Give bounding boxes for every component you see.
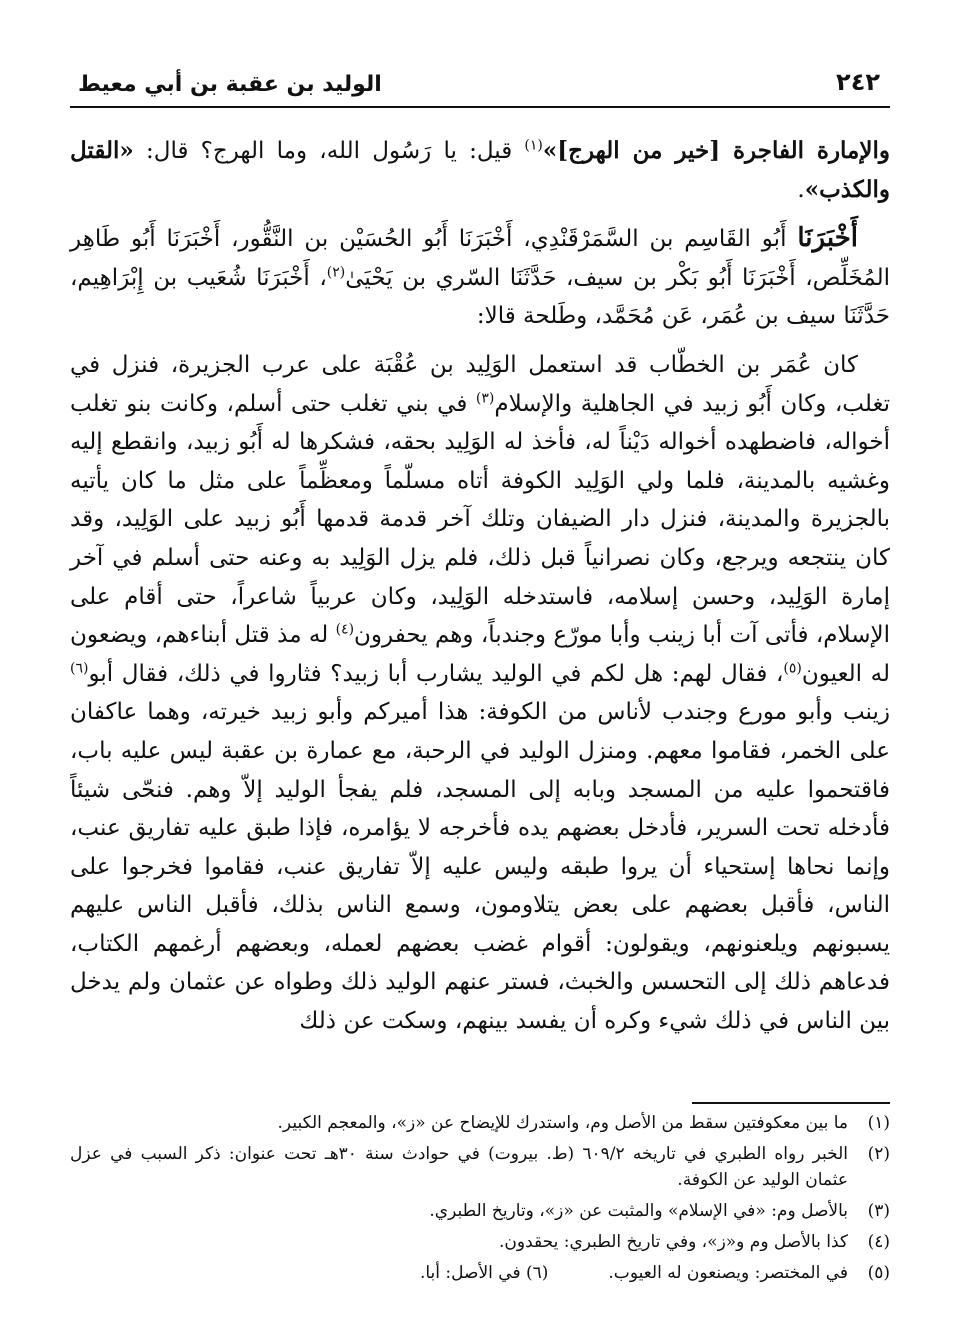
footnote-ref-3[interactable]: (٣) bbox=[475, 389, 495, 406]
paragraph-1 bbox=[70, 132, 890, 209]
footnote-number: (٣) bbox=[867, 1201, 890, 1221]
footnote-item bbox=[70, 1141, 890, 1193]
document-page bbox=[70, 60, 890, 1300]
footnote-item bbox=[70, 1260, 890, 1286]
paragraph-text: له مذ قتل أبناءهم، ويضعون له العيون bbox=[70, 622, 891, 687]
bold-phrase: «القتل والكذب» bbox=[70, 137, 890, 203]
paragraph-narrative bbox=[70, 346, 890, 1041]
footnote-text: بالأصل وم: «في الإسلام» والمثبت عن «ز»، وتاريخ الطبري. bbox=[429, 1201, 848, 1221]
bold-phrase: والإمارة الفاجرة [خير من الهرج]» bbox=[542, 137, 890, 164]
footnote-number: (٦) bbox=[525, 1263, 549, 1283]
footnote-text-pair bbox=[70, 1260, 848, 1286]
footnote-text: الخبر رواه الطبري في تاريخه ٦٠٩/٢ (ط. بيروت) في حوادث سنة ٣٠هـ تحت عنوان: ذكر السبب في عزل عثمان الوليد عن الكوفة. bbox=[70, 1144, 849, 1190]
footnote-text: ما بين معكوفتين سقط من الأصل وم، واستدرك للإيضاح عن «ز»، والمعجم الكبير. bbox=[277, 1113, 848, 1133]
footnote-ref-6[interactable]: (٦) bbox=[70, 660, 89, 677]
page-number: ٢٤٢ bbox=[836, 68, 880, 96]
main-text bbox=[70, 132, 890, 1041]
footnote-ref-5[interactable]: (٥) bbox=[783, 660, 802, 677]
footnote-number: (٢) bbox=[867, 1144, 890, 1164]
footnotes bbox=[70, 1110, 890, 1291]
running-header bbox=[70, 60, 890, 108]
footnote-text: كذا بالأصل وم و«ز»، وفي تاريخ الطبري: يحقدون. bbox=[499, 1232, 848, 1252]
footnote-number: (٥) bbox=[867, 1263, 890, 1283]
paragraph-text: ، فقال لهم: هل لكم في الوليد يشارب أبا زبيد؟ فثاروا في ذلك، فقال أبو bbox=[88, 660, 784, 687]
footnote-item bbox=[70, 1198, 890, 1224]
footnote-item bbox=[70, 1229, 890, 1255]
paragraph-text: . bbox=[797, 176, 805, 203]
paragraph-text: في بني تغلب حتى أسلم، وكانت بنو تغلب أخواله، فاضطهده أخواله دَيْناً له، فأخذ له الوَلِيد بحقه، فشكرها له أَبُو زبيد، وانقطع إليه وغشيه بالمدينة، فلما ولي الوَلِيد الكوفة أتاه مسلّماً ومعظِّماً على مثل ما كان يأتيه بالجزيرة والمدينة، فنزل دار الضيفان وتلك آخر قدمة قدمها أَبُو زبيد على الوَلِيد، وقد كان ينتجعه ويرجع، وكان نصرانياً قبل ذلك، فلم يزل الوَلِيد به وعنه حتى أسلم في آخر إمارة الوَلِيد، وحسن إسلامه، فاستدخله الوَلِيد، وكان عربياً شاعراً، حتى أقام على الإسلام، فأتى آت أبا زينب وأبا مورّع وجندباً، وهم يحفرون bbox=[70, 390, 890, 649]
footnote-text: في الأصل: أبا. bbox=[419, 1263, 521, 1283]
paragraph-isnad bbox=[70, 219, 890, 336]
footnote-item bbox=[70, 1110, 890, 1136]
footnote-ref-2[interactable]: (٢) bbox=[326, 264, 346, 281]
running-title: الوليد بن عقبة بن أبي معيط bbox=[78, 72, 382, 97]
footnote-ref-1[interactable]: (١) bbox=[524, 137, 543, 154]
footnote-ref-4[interactable]: (٤) bbox=[335, 621, 355, 638]
footnote-number: (٤) bbox=[867, 1232, 890, 1252]
footnote-number: (١) bbox=[867, 1113, 890, 1133]
paragraph-text: كان عُمَر بن الخطّاب قد استعمل الوَلِيد بن عُقْبَة على عرب الجزيرة، فنزل في تغلب، وكان أَبُو زبيد في الجاهلية والإسلام bbox=[70, 351, 891, 417]
paragraph-text: قيل: يا رَسُول الله، وما الهرج؟ قال: bbox=[133, 138, 525, 164]
paragraph-text: ، أَخْبَرَنَا شُعَيب بن إِبْرَاهِيم، حَدَّثَنَا سيف بن عُمَر، عَن مُحَمَّد، وطَلحة قالا: bbox=[70, 264, 890, 330]
paragraph-text: زينب وأبو مورع وجندب لأناس من الكوفة: هذا أميركم وأبو زبيد خيرته، وهما عاكفان على الخمر، فقاموا معهم. ومنزل الوليد في الرحبة، مع عمارة بن عقبة ليس عليه باب، فاقتحموا عليه من المسجد وبابه إلى المسجد، فلم يفجأ الوليد إلاّ وهم. فنحّى شيئاً فأدخله تحت السرير، فأدخل بعضهم يده فأخرجه لا يؤامره، فإذا طبق عليه تفاريق عنب، وإنما نحاها إستحياء أن يروا طبقه وليس عليه إلاّ تفاريق عنب، فقاموا فخرجوا على الناس، فأقبل بعضهم على بعض يتلاومون، وسمع الناس بذلك، فأقبل الناس عليهم يسبونهم ويلعنونهم، ويقولون: أقوام غضب بعضهم لعمله، وبعضهم أرغمهم الكتاب، فدعاهم ذلك إلى التحسس والخبث، فستر عنهم الوليد ذلك وطواه عن عثمان ولم يدخل بين الناس في ذلك شيء وكره أن يفسد بينهم، وسكت عن ذلك bbox=[70, 699, 890, 1035]
footnote-text: في المختصر: ويصنعون له العيوب. bbox=[608, 1263, 848, 1283]
footnote-separator bbox=[692, 1102, 890, 1104]
isnad-lead-word: أَخْبَرَنَا bbox=[797, 223, 858, 254]
paragraph-text: أَبُو القَاسِم بن السَّمَرْقَنْدِي، أَخْبَرَنَا أَبُو الحُسَيْن بن النَّقُّور، أَخْبَرَنَا أَبُو طَاهِر المُخَلِّص، أَخْبَرَنَا أَبُو بَكْر بن سيف، حَدَّثَنَا السّري بن يَحْيَىٰ bbox=[70, 226, 890, 291]
